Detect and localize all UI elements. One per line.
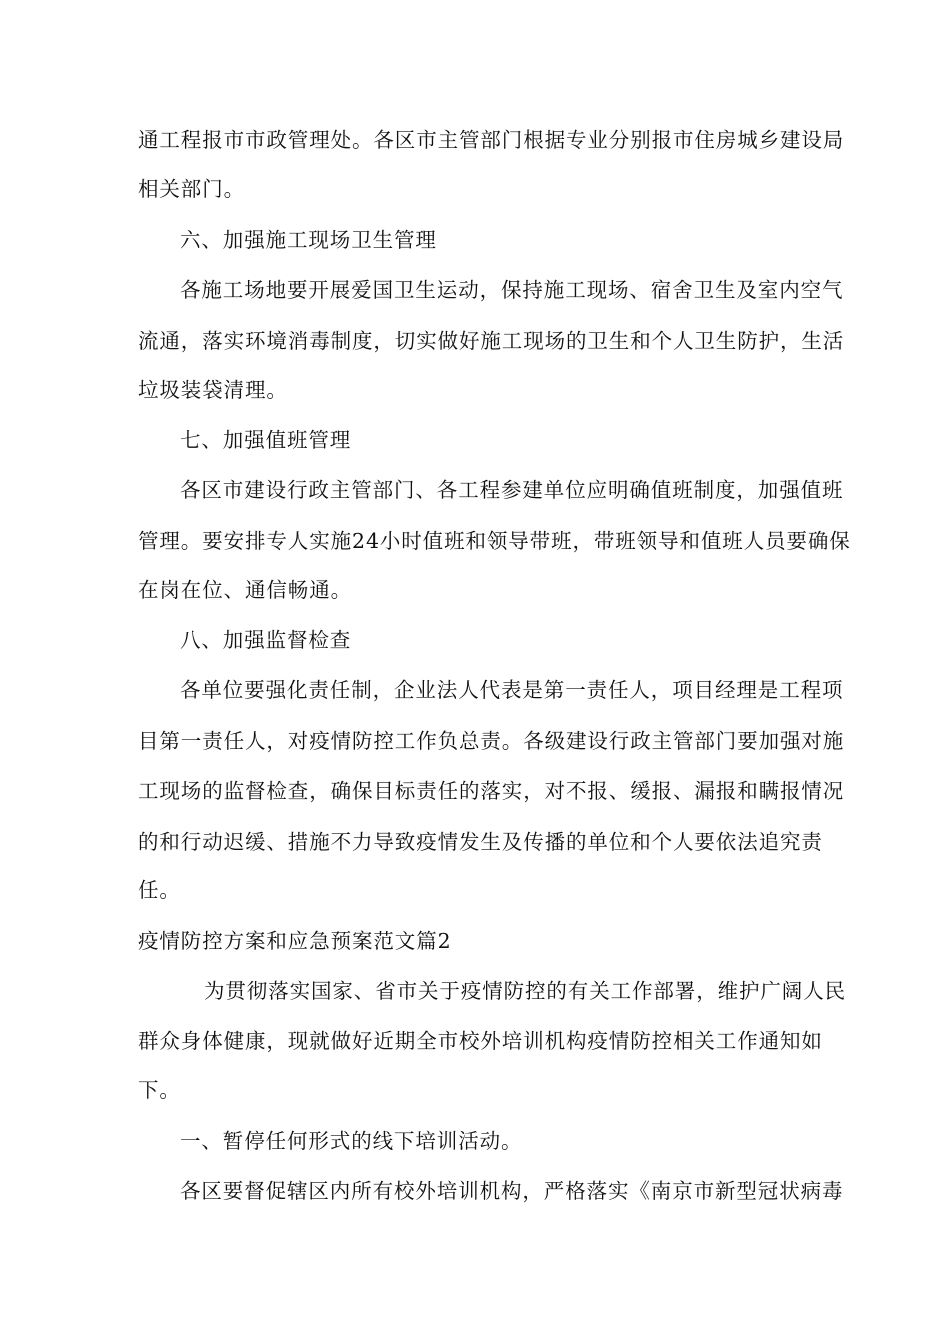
text-line: 在岗在位、通信畅通。 (138, 578, 352, 602)
text-line: 各施工场地要开展爱国卫生运动，保持施工现场、宿舍卫生及室内空气 (180, 278, 844, 302)
section-heading: 八、加强监督检查 (180, 628, 352, 652)
text-line: 垃圾装袋清理。 (138, 378, 288, 402)
text-line: 工现场的监督检查，确保目标责任的落实，对不报、缓报、漏报和瞒报情况 (138, 779, 845, 803)
text-line: 各区要督促辖区内所有校外培训机构，严格落实《南京市新型冠状病毒 (180, 1179, 844, 1203)
text-line: 任。 (138, 878, 181, 902)
text-line: 管理。要安排专人实施24小时值班和领导带班，带班领导和值班人员要确保 (138, 529, 851, 553)
text-line: 流通，落实环境消毒制度，切实做好施工现场的卫生和个人卫生防护，生活 (138, 329, 845, 353)
article-title: 疫情防控方案和应急预案范文篇2 (138, 929, 452, 953)
text-line: 各区市建设行政主管部门、各工程参建单位应明确值班制度，加强值班 (180, 478, 844, 502)
section-heading: 七、加强值班管理 (180, 428, 352, 452)
text-line: 为贯彻落实国家、省市关于疫情防控的有关工作部署，维护广阔人民 (204, 979, 846, 1003)
text-line: 相关部门。 (138, 177, 245, 201)
section-heading: 六、加强施工现场卫生管理 (180, 228, 437, 252)
text-line: 的和行动迟缓、措施不力导致疫情发生及传播的单位和个人要依法追究责 (138, 830, 823, 854)
text-line: 群众身体健康，现就做好近期全市校外培训机构疫情防控相关工作通知如 (138, 1029, 823, 1053)
text-line: 通工程报市市政管理处。各区市主管部门根据专业分别报市住房城乡建设局 (138, 128, 845, 152)
text-line: 各单位要强化责任制，企业法人代表是第一责任人，项目经理是工程项 (180, 678, 844, 702)
text-line: 目第一责任人，对疫情防控工作负总责。各级建设行政主管部门要加强对施 (138, 729, 845, 753)
text-line: 下。 (138, 1078, 181, 1102)
section-heading: 一、暂停任何形式的线下培训活动。 (180, 1129, 523, 1153)
